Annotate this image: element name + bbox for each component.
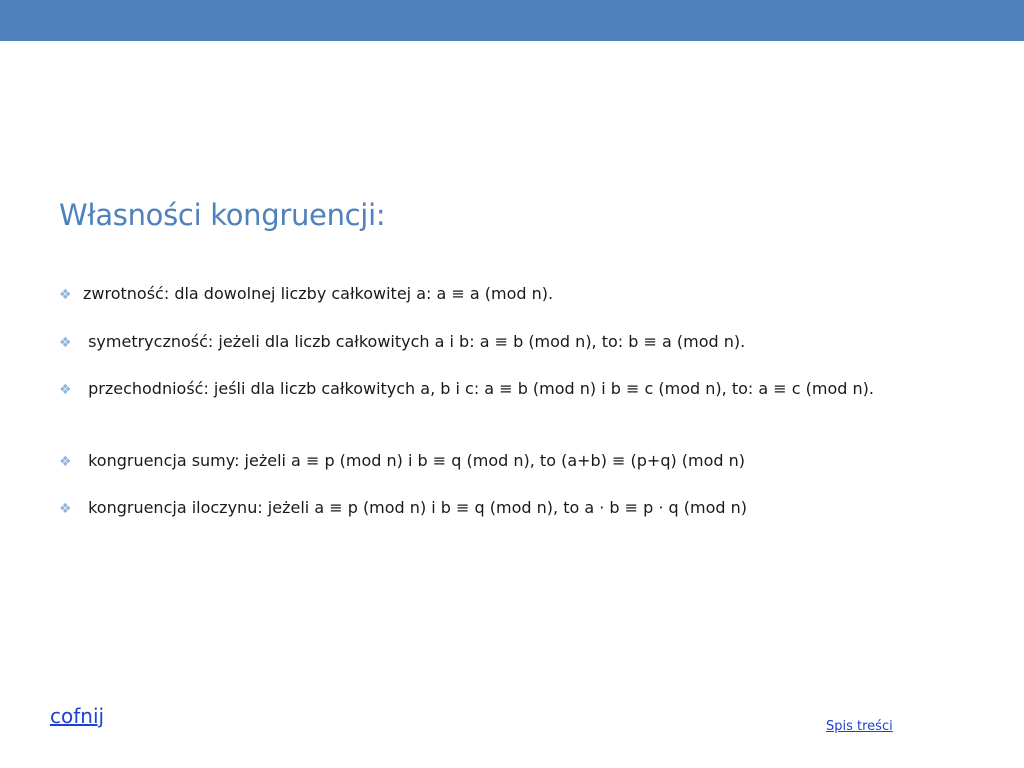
diamond-bullet-icon: ❖ [59,335,72,351]
slide-title: Własności kongruencji: [59,198,386,232]
list-item-text: kongruencja iloczynu: jeżeli a ≡ p (mod n) i b ≡ q (mod n), to a · b ≡ p · q (mod n) [83,498,748,517]
diamond-bullet-icon: ❖ [59,287,72,303]
top-header-bar [0,0,1024,41]
back-link[interactable]: cofnij [50,704,105,728]
list-item [59,449,919,474]
table-of-contents-link[interactable]: Spis treści [826,719,893,734]
list-item [59,496,919,521]
diamond-bullet-icon: ❖ [59,382,72,398]
list-item [59,377,919,402]
list-item [59,330,919,355]
list-item [59,282,919,307]
diamond-bullet-icon: ❖ [59,501,72,517]
list-item-text: przechodniość: jeśli dla liczb całkowitych a, b i c: a ≡ b (mod n) i b ≡ c (mod n), to: a ≡ c (mod n). [83,379,874,398]
list-item-text: zwrotność: dla dowolnej liczby całkowitej a: a ≡ a (mod n). [83,284,554,303]
diamond-bullet-icon: ❖ [59,454,72,470]
list-item-text: symetryczność: jeżeli dla liczb całkowitych a i b: a ≡ b (mod n), to: b ≡ a (mod n). [83,332,746,351]
list-item-text: kongruencja sumy: jeżeli a ≡ p (mod n) i b ≡ q (mod n), to (a+b) ≡ (p+q) (mod n) [83,451,746,470]
